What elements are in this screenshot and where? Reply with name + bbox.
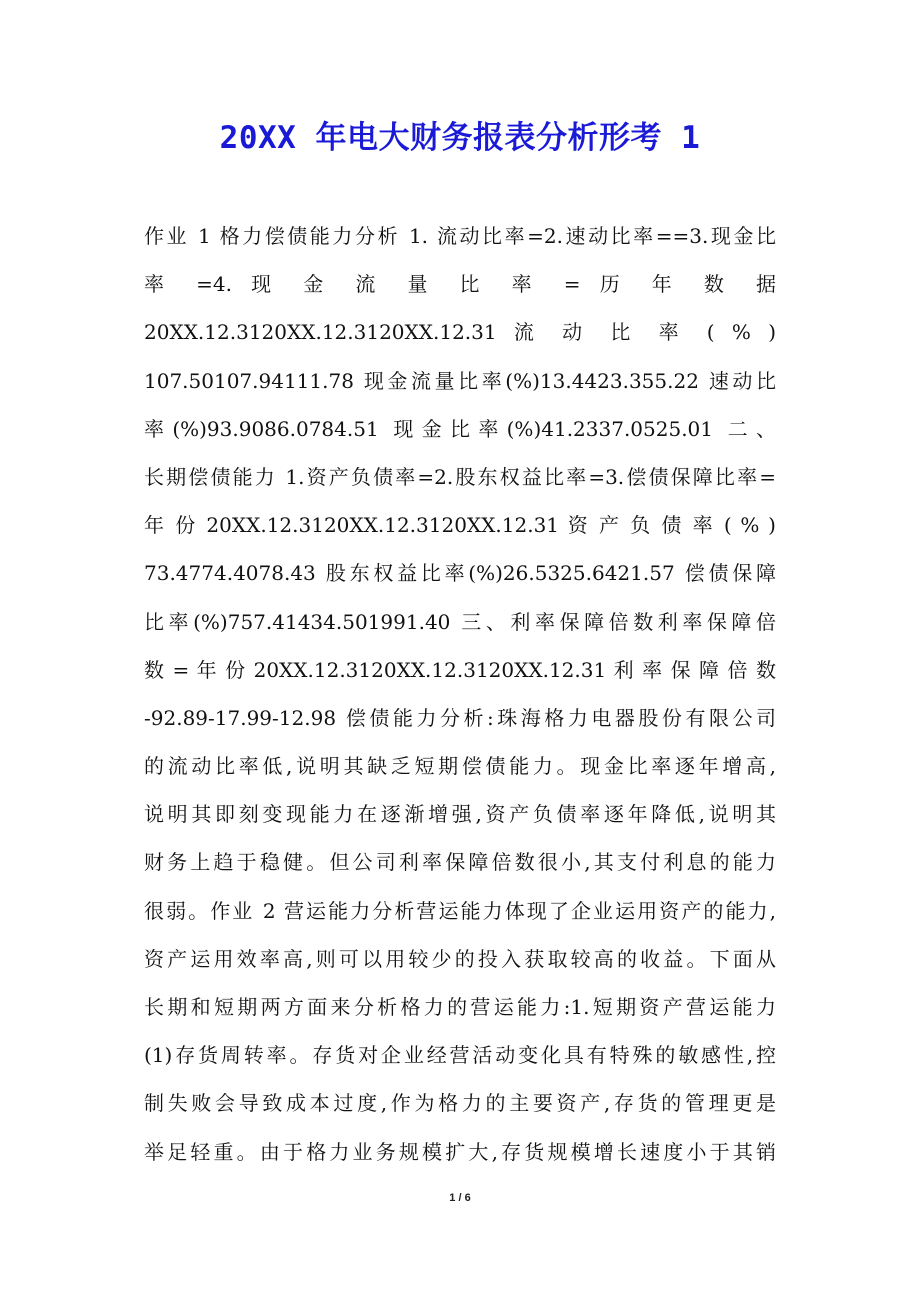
body-line: 比率(%)757.41434.501991.40 三、利率保障倍数利率保障倍 [144, 609, 776, 634]
body-line: 作业 1 格力偿债能力分析 1. 流动比率=2.速动比率==3.现金比 [144, 224, 776, 248]
body-line: 说明其即刻变现能力在逐渐增强,资产负债率逐年降低,说明其 [144, 802, 776, 827]
body-line: 73.4774.4078.43 股东权益比率(%)26.5325.6421.57 偿债保障 [144, 561, 776, 586]
body-line: 年 份 20XX.12.3120XX.12.3120XX.12.31 资 产 负 债 率 ( % ) [144, 513, 776, 538]
body-line: (1)存货周转率。存货对企业经营活动变化具有特殊的敏感性,控 [144, 1043, 776, 1068]
body-line: 很弱。作业 2 营运能力分析营运能力体现了企业运用资产的能力, [144, 898, 776, 923]
body-line: 长期偿债能力 1.资产负债率=2.股东权益比率=3.偿债保障比率= [144, 464, 776, 489]
body-line: 举足轻重。由于格力业务规模扩大,存货规模增长速度小于其销 [144, 1139, 776, 1164]
body-line: -92.89-17.99-12.98 偿债能力分析:珠海格力电器股份有限公司 [144, 705, 776, 730]
body-line: 率 =4. 现 金 流 量 比 率 = 历 年 数 据 [144, 272, 776, 297]
body-line: 数 = 年 份 20XX.12.3120XX.12.3120XX.12.31 利 率 保 障 倍 数 [144, 657, 776, 682]
body-line: 的流动比率低,说明其缺乏短期偿债能力。现金比率逐年增高, [144, 754, 776, 779]
page-number: 1 / 6 [449, 1192, 471, 1204]
document-body [144, 212, 776, 1176]
body-line: 财务上趋于稳健。但公司利率保障倍数很小,其支付利息的能力 [144, 850, 776, 875]
body-line: 107.50107.94111.78 现金流量比率(%)13.4423.355.22 速动比 [144, 368, 776, 393]
document-title: 20XX 年电大财务报表分析形考 1 [219, 120, 701, 156]
body-line: 长期和短期两方面来分析格力的营运能力:1.短期资产营运能力 [144, 995, 776, 1019]
body-line: 20XX.12.3120XX.12.3120XX.12.31 流 动 比 率 ( % ) [144, 320, 776, 345]
body-line: 资产运用效率高,则可以用较少的投入获取较高的收益。下面从 [144, 946, 776, 971]
body-line: 率(%)93.9086.0784.51 现金比率(%)41.2337.0525.01 二、 [144, 416, 776, 441]
body-line: 制失败会导致成本过度,作为格力的主要资产,存货的管理更是 [144, 1091, 776, 1116]
